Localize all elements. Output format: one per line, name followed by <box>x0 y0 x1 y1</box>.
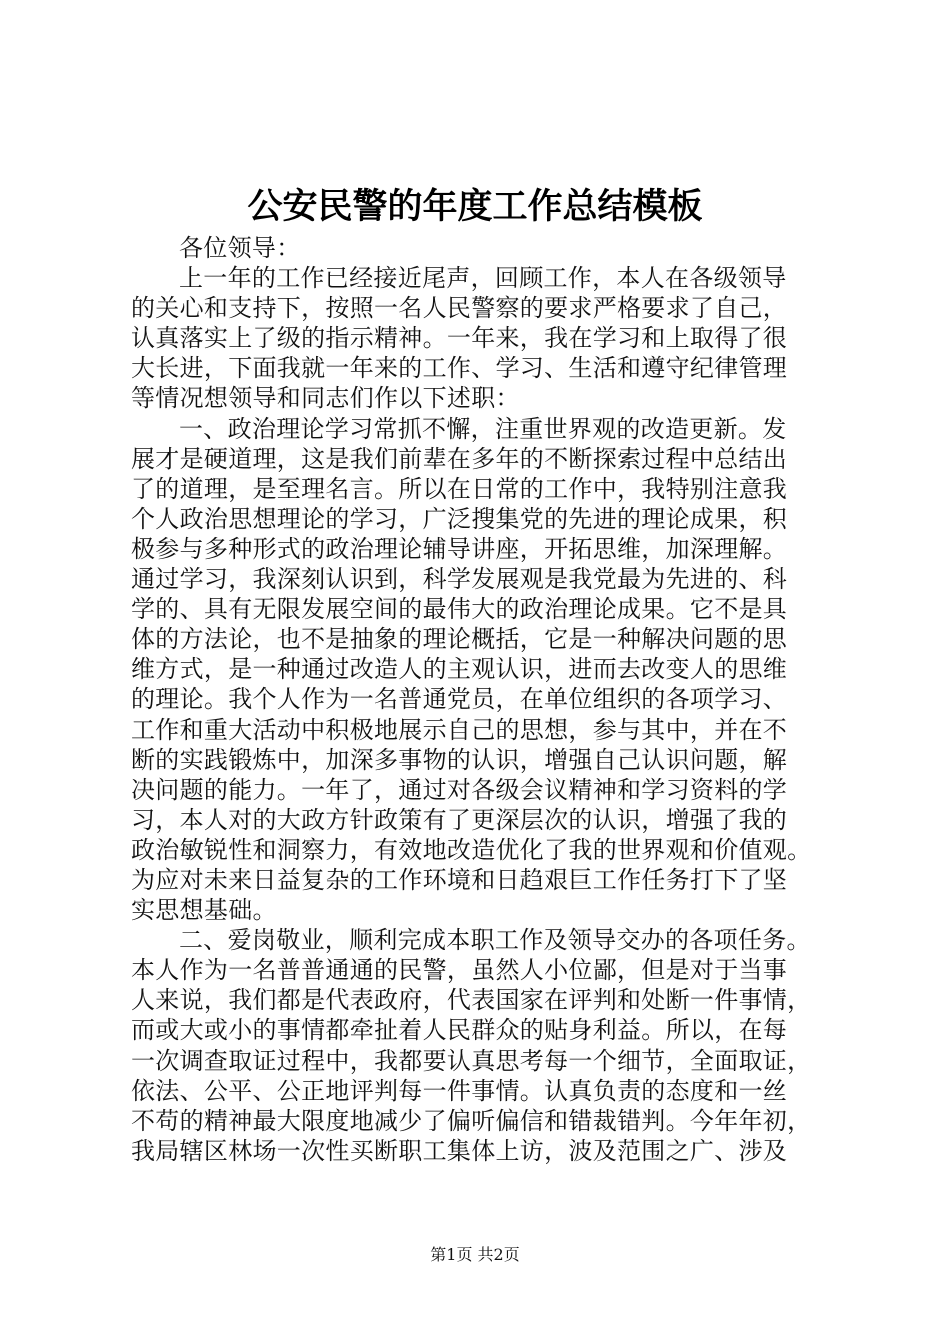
text-line: 为应对未来日益复杂的工作环境和日趋艰巨工作任务打下了坚 <box>131 865 788 894</box>
text-line: 习，本人对的大政方针政策有了更深层次的认识，增强了我的 <box>131 805 788 834</box>
text-line: 一、政治理论学习常抓不懈，注重世界观的改造更新。发 <box>179 414 787 443</box>
text-line: 而或大或小的事情都牵扯着人民群众的贴身利益。所以，在每 <box>131 1016 788 1045</box>
document-body <box>131 233 831 1166</box>
text-line: 一次调查取证过程中，我都要认真思考每一个细节，全面取证， <box>131 1046 812 1075</box>
text-line: 本人作为一名普普通通的民警，虽然人小位鄙，但是对于当事 <box>131 956 788 985</box>
text-line: 认真落实上了级的指示精神。一年来，我在学习和上取得了很 <box>131 324 788 353</box>
text-line: 实思想基础。 <box>131 896 277 925</box>
text-line: 政治敏锐性和洞察力，有效地改造优化了我的世界观和价值观。 <box>131 835 812 864</box>
text-line: 维方式，是一种通过改造人的主观认识，进而去改变人的思维 <box>131 655 788 684</box>
text-line: 等情况想领导和同志们作以下述职： <box>131 384 520 413</box>
text-line: 通过学习，我深刻认识到，科学发展观是我党最为先进的、科 <box>131 565 788 594</box>
document-title: 公安民警的年度工作总结模板 <box>247 187 703 227</box>
text-line: 个人政治思想理论的学习，广泛搜集党的先进的理论成果，积 <box>131 504 788 533</box>
text-line: 依法、公平、公正地评判每一件事情。认真负责的态度和一丝 <box>131 1076 788 1105</box>
text-line: 大长进，下面我就一年来的工作、学习、生活和遵守纪律管理 <box>131 354 788 383</box>
text-line: 我局辖区林场一次性买断职工集体上访，波及范围之广、涉及 <box>131 1136 788 1165</box>
text-line: 决问题的能力。一年了，通过对各级会议精神和学习资料的学 <box>131 775 788 804</box>
page-footer: 第1页 共2页 <box>430 1245 520 1264</box>
text-line: 上一年的工作已经接近尾声，回顾工作，本人在各级领导 <box>179 264 787 293</box>
text-line: 断的实践锻炼中，加深多事物的认识，增强自己认识问题，解 <box>131 745 788 774</box>
text-line: 不苟的精神最大限度地减少了偏听偏信和错裁错判。今年年初， <box>131 1106 812 1135</box>
text-line: 工作和重大活动中积极地展示自己的思想，参与其中，并在不 <box>131 715 788 744</box>
text-line: 学的、具有无限发展空间的最伟大的政治理论成果。它不是具 <box>131 595 788 624</box>
text-line: 的理论。我个人作为一名普通党员，在单位组织的各项学习、 <box>131 685 788 714</box>
text-line: 展才是硬道理，这是我们前辈在多年的不断探索过程中总结出 <box>131 444 788 473</box>
text-line: 各位领导： <box>179 234 301 262</box>
text-line: 的关心和支持下，按照一名人民警察的要求严格要求了自己， <box>131 294 788 323</box>
text-line: 极参与多种形式的政治理论辅导讲座，开拓思维，加深理解。 <box>131 534 788 563</box>
text-line: 二、爱岗敬业，顺利完成本职工作及领导交办的各项任务。 <box>179 926 811 955</box>
text-line: 人来说，我们都是代表政府，代表国家在评判和处断一件事情， <box>131 986 812 1015</box>
text-line: 体的方法论，也不是抽象的理论概括，它是一种解决问题的思 <box>131 625 788 654</box>
text-line: 了的道理，是至理名言。所以在日常的工作中，我特别注意我 <box>131 474 788 503</box>
